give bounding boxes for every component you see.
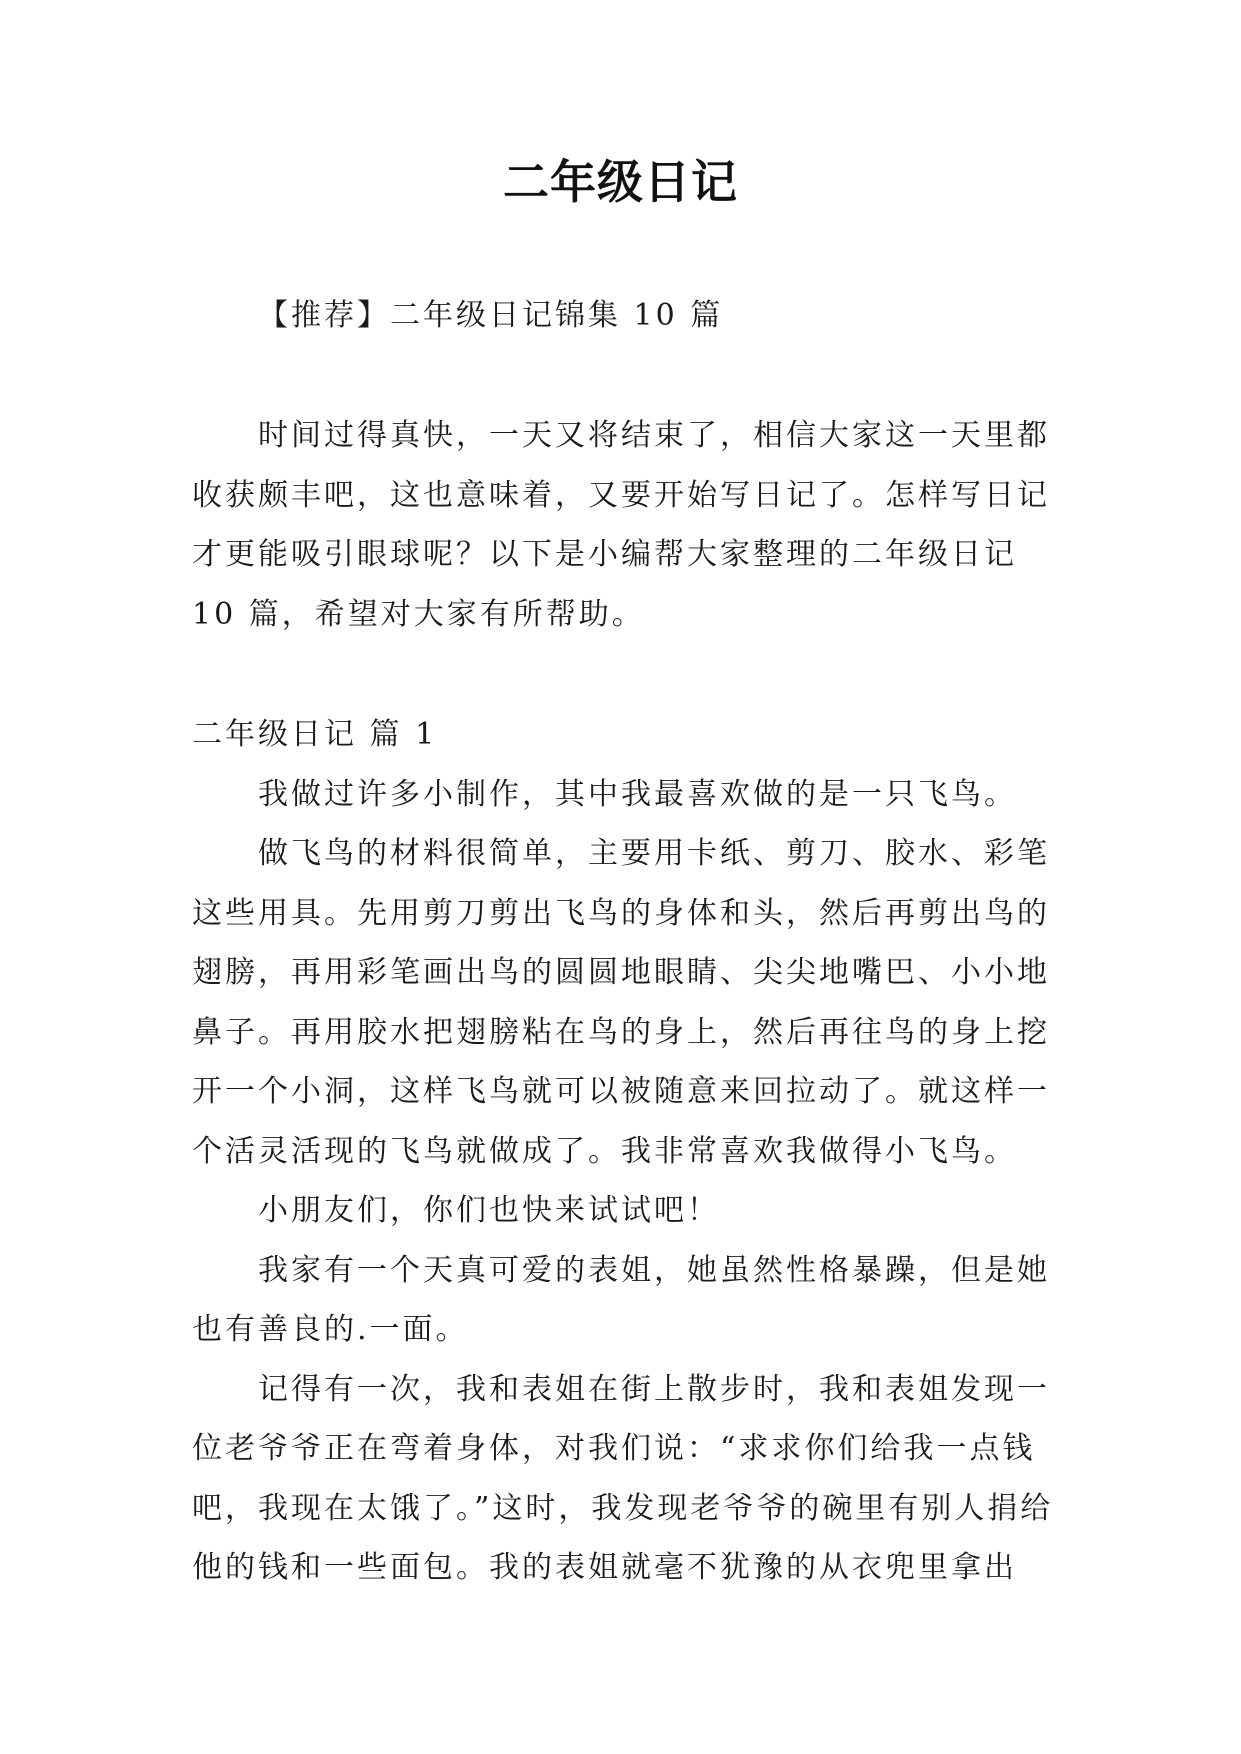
document-title: 二年级日记 <box>503 155 738 209</box>
article-paragraph: 做飞鸟的材料很简单，主要用卡纸、剪刀、胶水、彩笔这些用具。先用剪刀剪出飞鸟的身体和头，然后再剪出鸟的翅膀，再用彩笔画出鸟的圆圆地眼睛、尖尖地嘴巴、小小地鼻子。再用胶水把翅膀粘在鸟的身上，然后再往鸟的身上挖开一个小洞，这样飞鸟就可以被随意来回拉动了。就这样一个活灵活现的飞鸟就做成了。我非常喜欢我做得小飞鸟。 <box>192 836 1050 1169</box>
article-paragraph: 小朋友们，你们也快来试试吧！ <box>258 1193 720 1228</box>
article-paragraph: 记得有一次，我和表姐在街上散步时，我和表姐发现一位老爷爷正在弯着身体，对我们说：“求求你们给我一点钱吧，我现在太饿了。”这时，我发现老爷爷的碗里有别人捐给他的钱和一些面包。我的表姐就毫不犹豫的从衣兜里拿出 <box>192 1371 1054 1585</box>
article-paragraph: 我家有一个天真可爱的表姐，她虽然性格暴躁，但是她也有善良的.一面。 <box>192 1252 1050 1347</box>
article-paragraph: 我做过许多小制作，其中我最喜欢做的是一只飞鸟。 <box>258 776 1017 812</box>
article-heading: 二年级日记 篇 1 <box>192 717 438 752</box>
article-section <box>192 705 1054 1598</box>
document-subtitle: 【推荐】二年级日记锦集 10 篇 <box>258 298 724 333</box>
intro-section <box>192 406 1054 644</box>
intro-paragraph: 时间过得真快，一天又将结束了，相信大家这一天里都收获颇丰吧，这也意味着，又要开始写日记了。怎样写日记才更能吸引眼球呢？以下是小编帮大家整理的二年级日记 10 篇，希望对大家有所帮助。 <box>192 418 1050 632</box>
